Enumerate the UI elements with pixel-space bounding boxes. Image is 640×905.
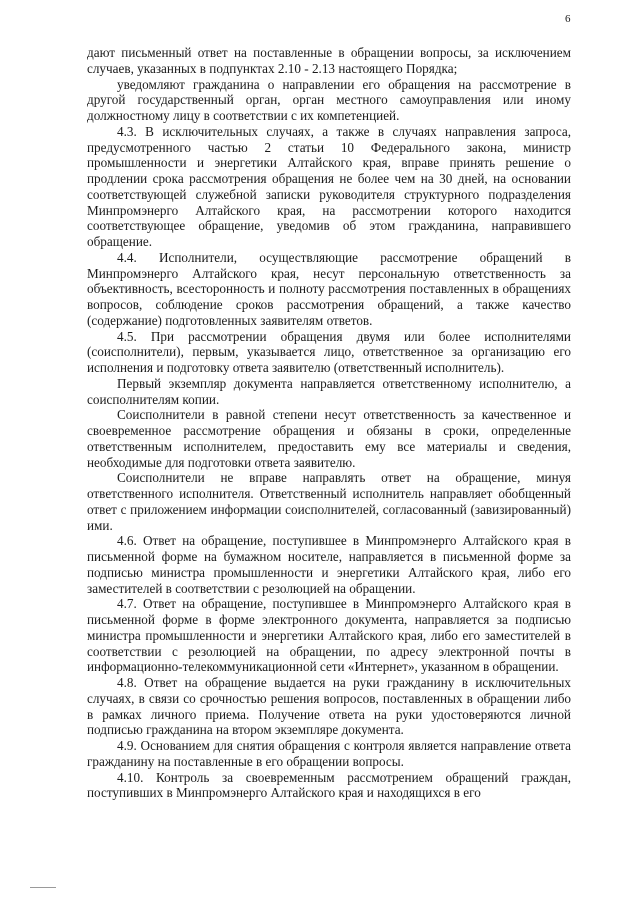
paragraph-4-8: 4.8. Ответ на обращение выдается на руки гражданину в исключительных случаях, в связи со срочностью решения вопросов, поставленных в обращении либо в рамках личного приема. Получение ответа на руки удостоверяются личной подписью гражданина на втором экземпляре документа. [87, 675, 571, 738]
paragraph-4-7: 4.7. Ответ на обращение, поступившее в Минпромэнерго Алтайского края в письменной форме в форме электронного документа, направляется за подписью министра промышленности и энергетики Алтайского края, либо его заместителей в соответствии с резолюцией на обращении, по адресу электронной почты в информационно-телекоммуникационной сети «Интернет», указанном в обращении. [87, 596, 571, 675]
paragraph: уведомляют гражданина о направлении его обращения на рассмотрение в другой государственный орган, орган местного самоуправления или иному должностному лицу в соответствии с их компетенцией. [87, 76, 571, 123]
paragraph-4-4: 4.4. Исполнители, осуществляющие рассмотрение обращений в Минпромэнерго Алтайского края, несут персональную ответственность за объективность, всесторонность и полноту рассмотрения поставленных в обращениях вопросов, соблюдение сроков рассмотрения обращений, а также качество (содержание) подготовленных заявителям ответов. [87, 249, 571, 328]
paragraph-4-10: 4.10. Контроль за своевременным рассмотрением обращений граждан, поступивших в Минпромэнерго Алтайского края и находящихся в его [87, 769, 571, 801]
document-body [87, 45, 571, 801]
footer-mark [30, 887, 56, 888]
paragraph-4-6: 4.6. Ответ на обращение, поступившее в Минпромэнерго Алтайского края в письменной форме на бумажном носителе, направляется в письменной форме за подписью министра промышленности и энергетики Алтайского края, либо его заместителей в соответствии с резолюцией на обращении. [87, 533, 571, 596]
paragraph-4-9: 4.9. Основанием для снятия обращения с контроля является направление ответа гражданину на поставленные в его обращении вопросы. [87, 738, 571, 769]
paragraph-4-3: 4.3. В исключительных случаях, а также в случаях направления запроса, предусмотренного частью 2 статьи 10 Федерального закона, министр промышленности и энергетики Алтайского края, вправе принять решение о продлении срока рассмотрения обращения не более чем на 30 дней, на основании соответствующей служебной записки руководителя структурного подразделения Минпромэнерго Алтайского края, на рассмотрении которого находится соответствующее обращение, уведомив об этом гражданина, направившего обращение. [87, 123, 571, 249]
paragraph: Соисполнители в равной степени несут ответственность за качественное и своевременное рассмотрение обращения и обязаны в сроки, определенные ответственным исполнителем, предоставить ему все материалы и сведения, необходимые для подготовки ответа заявителю. [87, 407, 571, 470]
paragraph: Соисполнители не вправе направлять ответ на обращение, минуя ответственного исполнителя. Ответственный исполнитель направляет обобщенный ответ с приложением информации соисполнителей, согласованный (завизированный) ими. [87, 470, 571, 533]
page-number: 6 [565, 13, 571, 25]
paragraph: Первый экземпляр документа направляется ответственному исполнителю, а соисполнителям копии. [87, 375, 571, 407]
paragraph-continuation: дают письменный ответ на поставленные в обращении вопросы, за исключением случаев, указанных в подпунктах 2.10 - 2.13 настоящего Порядка; [87, 45, 571, 76]
paragraph-4-5: 4.5. При рассмотрении обращения двумя или более исполнителями (соисполнители), первым, указывается лицо, ответственное за организацию его исполнения и подготовку ответа заявителю (ответственный исполнитель). [87, 328, 571, 375]
